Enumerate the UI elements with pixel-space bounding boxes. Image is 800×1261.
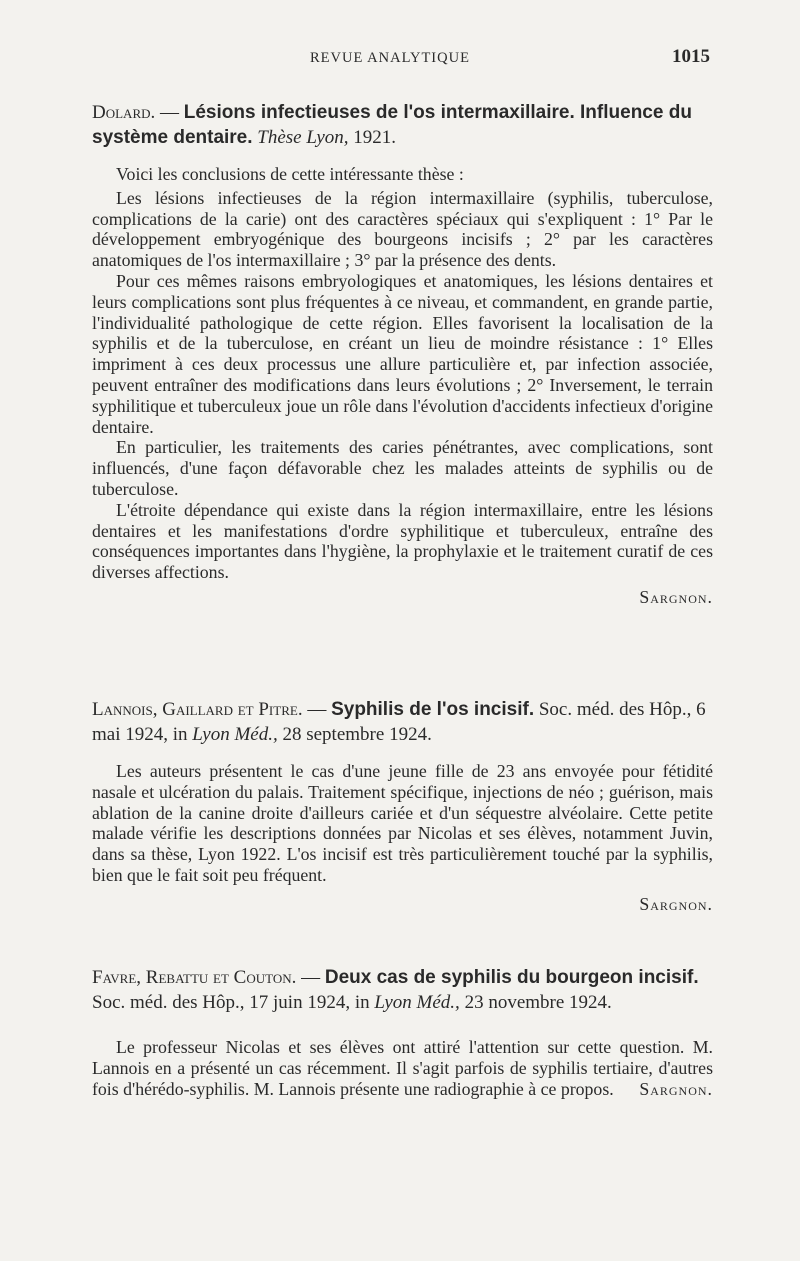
paragraph: Voici les conclusions de cette intéressante thèse :	[116, 164, 464, 184]
entry-source-italic: Lyon Méd.,	[374, 992, 460, 1013]
page-header	[110, 46, 710, 68]
running-head: REVUE ANALYTIQUE	[310, 50, 470, 66]
entry-title: Deux cas de syphilis du bourgeon incisif.	[324, 967, 699, 988]
paragraph: Pour ces mêmes raisons embryologiques et anatomiques, les lésions dentaires et leurs complications sont plus fréquentes à ce niveau, et commandent, en grande partie, l'individualité pathologique de cette région. Elles favorisent la localisation de la syphilis et de la tuberculose, en créant un lieu de moindre résistance : 1° Elles impriment à ces deux processus une allure particulière et, par infection associée, peuvent entraîner des modifications dans leurs évolutions ; 2° Inversement, le terrain syphilitique et tuberculeux joue un rôle dans l'évolution d'accidents infectieux d'origine dentaire.	[92, 270, 713, 437]
entry-source: Soc. méd. des Hôp., 17 juin 1924, in	[92, 992, 375, 1013]
paragraph: Les lésions infectieuses de la région intermaxillaire (syphilis, tuberculose, complications de la carie) ont des caractères spéciaux qui s'expliquent : 1° Par le développement embryogénique des bourgeons incisifs ; 2° par les caractères anatomiques de l'os intermaxillaire ; 3° par la présence des dents.	[92, 187, 713, 271]
reviewer-signature: Sargnon.	[639, 586, 713, 607]
entry-title: Syphilis de l'os incisif.	[331, 699, 535, 720]
heading-dash: —	[296, 967, 325, 988]
entry-source: 1921.	[348, 127, 397, 148]
paragraph	[92, 1037, 713, 1099]
review-entry-lannois	[92, 697, 713, 915]
entry-authors: Dolard.	[92, 102, 156, 123]
entry-heading	[92, 697, 713, 747]
paragraph: En particulier, les traitements des caries pénétrantes, avec complications, sont influencés, d'une façon défavorable chez les malades atteints de syphilis ou de tuberculose.	[92, 437, 713, 499]
paragraph-text: Le professeur Nicolas et ses élèves ont attiré l'attention sur cette question. M. Lannois en a présenté un cas récemment. Il s'agit parfois de syphilis tertiaire, d'autres fois d'hérédo-syphilis. M. Lannois présente une radiographie à ce propos.	[92, 1037, 713, 1099]
entry-authors: Lannois, Gaillard et Pitre.	[92, 699, 303, 720]
paragraph: L'étroite dépendance qui existe dans la région intermaxillaire, entre les lésions dentaires et les manifestations d'ordre syphilitique et tuberculeux, entraîne des conséquences importantes dans l'hygiène, la prophylaxie et le traitement curatif de ces diverses affections.	[92, 499, 713, 583]
page-number: 1015	[672, 46, 710, 67]
heading-dash: —	[302, 699, 332, 720]
paragraph: Les auteurs présentent le cas d'une jeune fille de 23 ans envoyée pour fétidité nasale et ulcération du palais. Traitement spécifique, injections de néo ; guérison, mais ablation de la canine droite d'ailleurs cariée et d'un séquestre alvéolaire. Cette petite malade vérifie les descriptions données par Nicolas et ses élèves, notamment Juvin, dans sa thèse, Lyon 1922. L'os incisif est très particulièrement touché par la syphilis, bien que le fait soit peu fréquent.	[92, 761, 713, 885]
entry-source: Soc. méd. des Hôp., 6 mai 1924, in	[92, 699, 706, 745]
entry-source-italic: Thèse Lyon,	[257, 127, 349, 148]
reviewer-signature: Sargnon.	[639, 1078, 713, 1099]
entry-authors: Favre, Rebattu et Couton.	[92, 967, 297, 988]
entry-source-date: 23 novembre 1924.	[459, 992, 612, 1013]
entry-heading	[92, 965, 713, 1015]
reviewer-signature: Sargnon.	[639, 893, 713, 914]
entry-title: Lésions infectieuses de l'os intermaxillaire. Influence du système dentaire.	[92, 102, 692, 148]
review-entry-dolard	[92, 100, 713, 608]
heading-dash: —	[155, 102, 184, 123]
entry-source-italic: Lyon Méd.,	[192, 724, 278, 745]
entry-heading	[92, 100, 713, 150]
entry-source-date: 28 septembre 1924.	[277, 724, 432, 745]
review-entry-favre	[92, 965, 713, 1099]
